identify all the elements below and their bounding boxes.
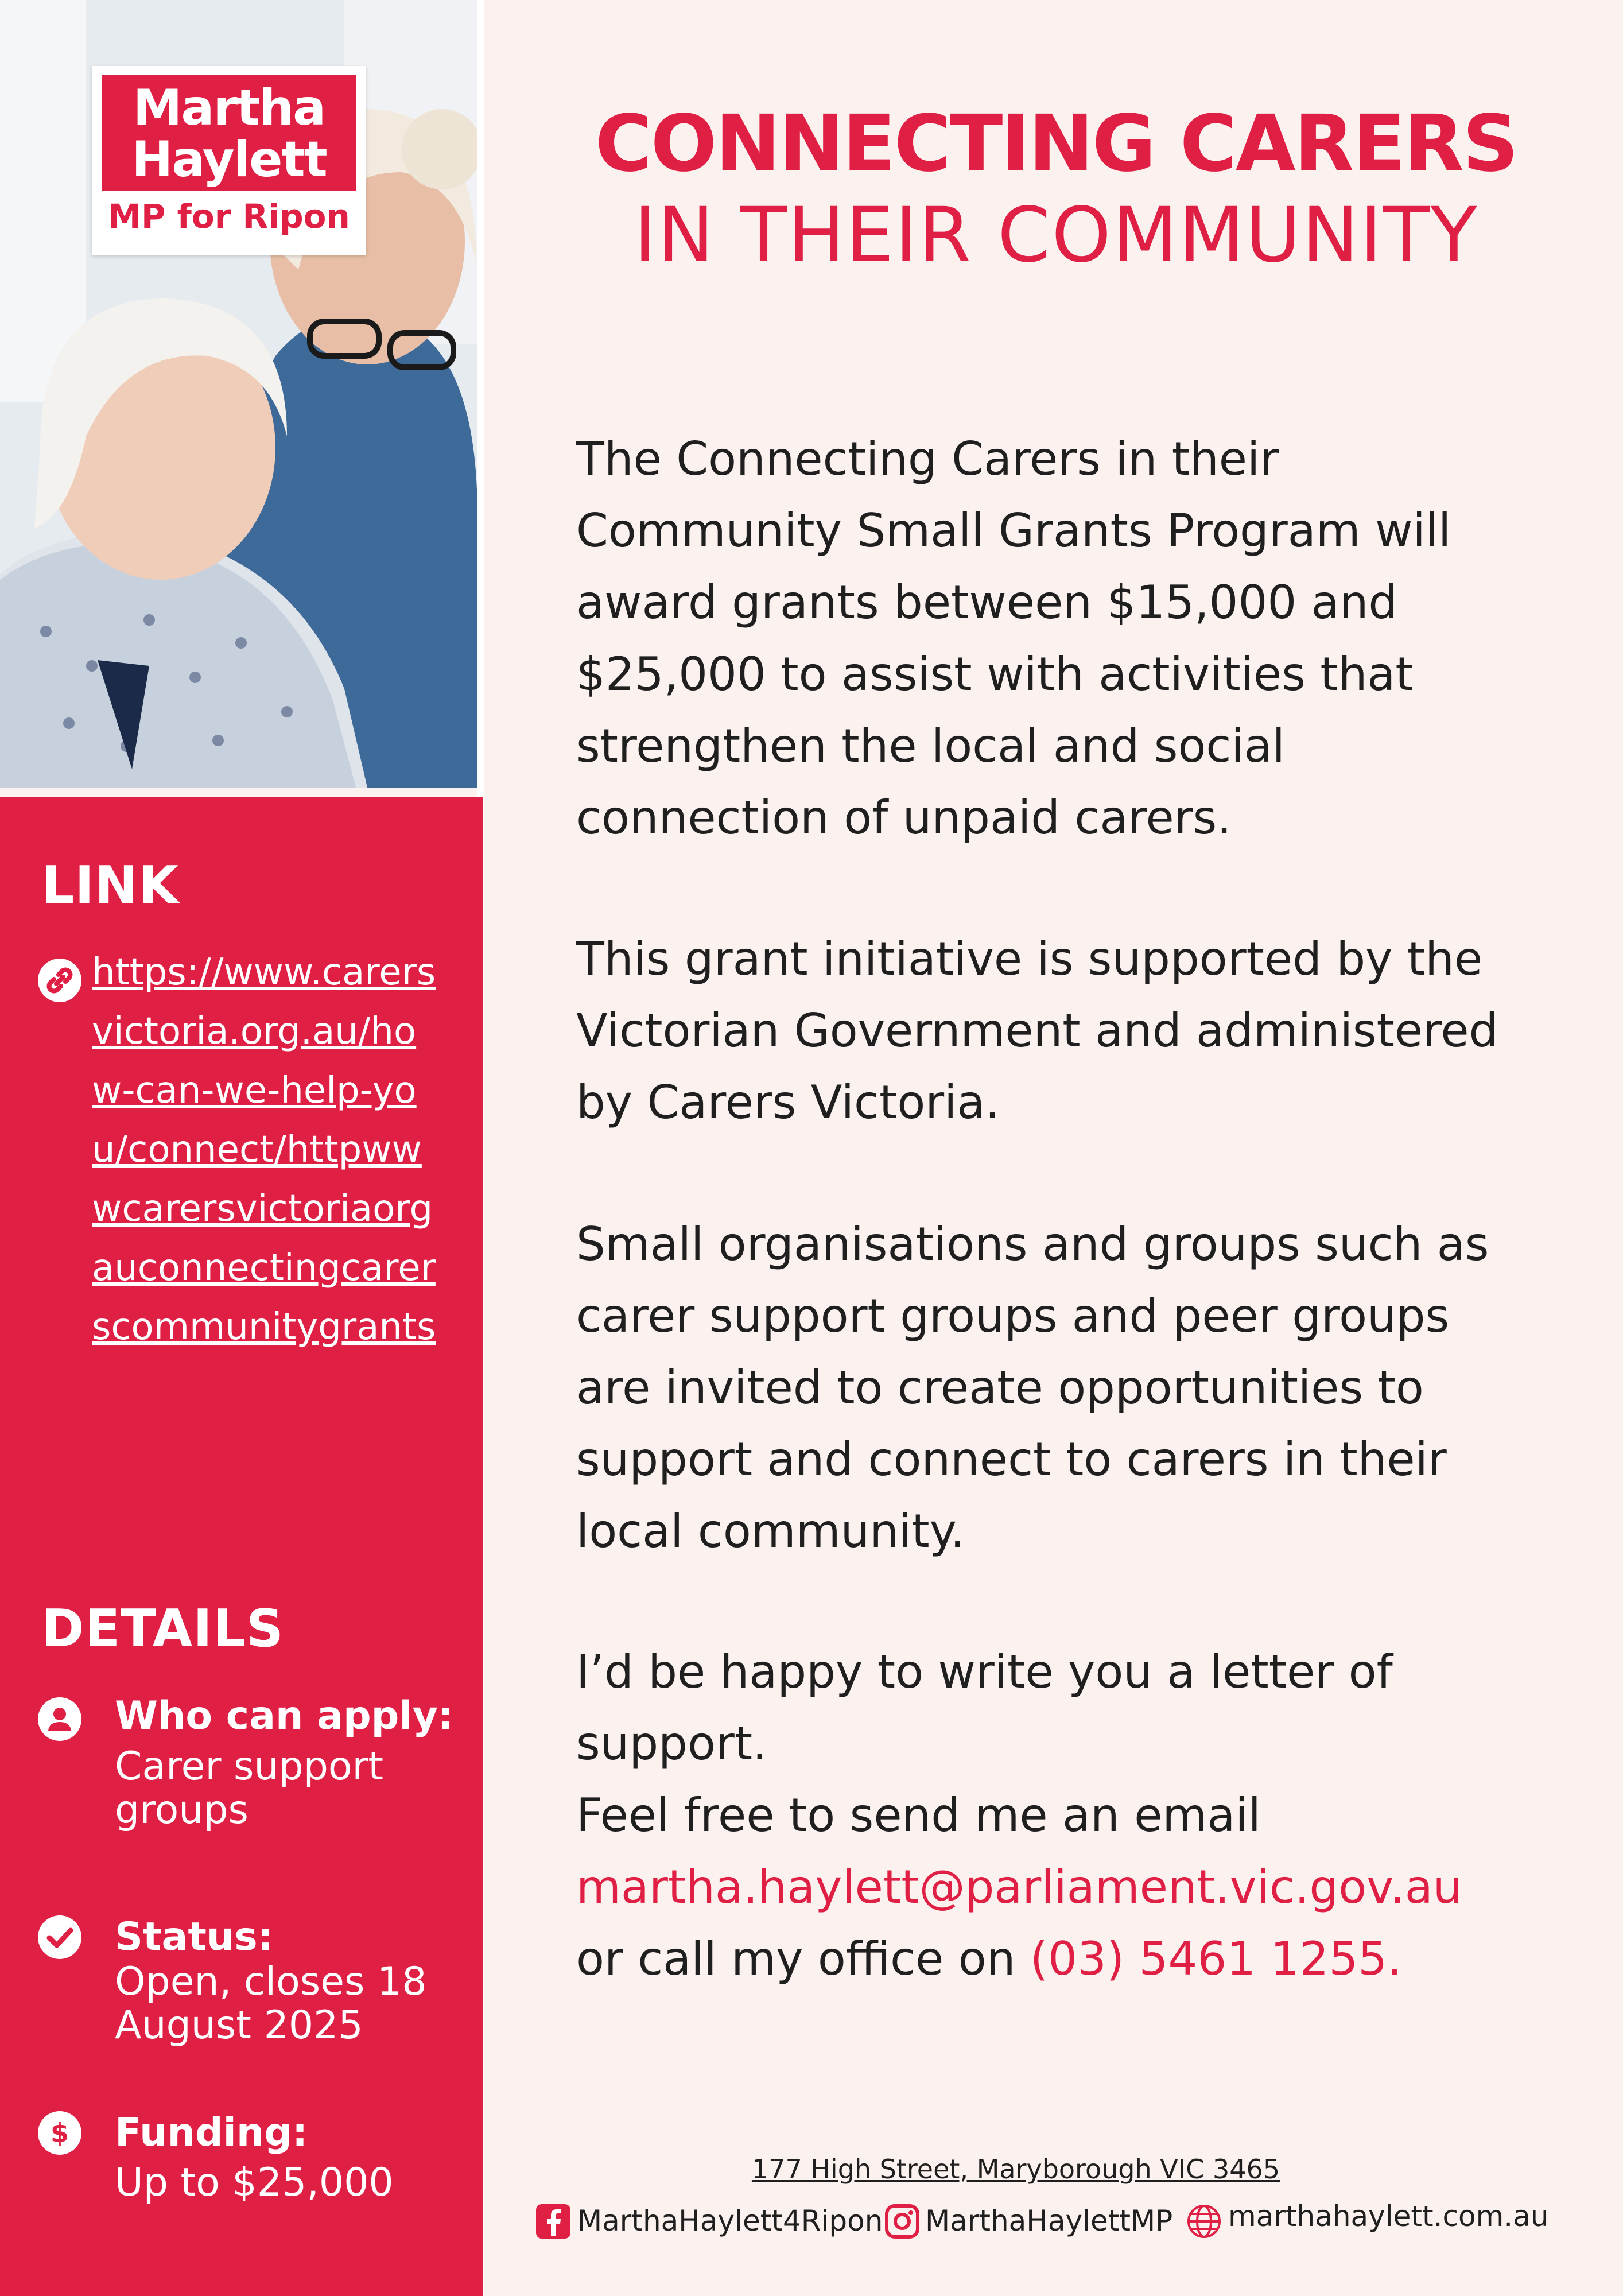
email-link[interactable]: martha.haylett@parliament.vic.gov.au bbox=[576, 1860, 1462, 1914]
website-link[interactable]: marthahaylett.com.au bbox=[1228, 2200, 1549, 2233]
page-title: CONNECTING CARERS bbox=[595, 99, 1517, 189]
logo-last-name: Haylett bbox=[131, 131, 327, 188]
email-prompt-text: Feel free to send me an email bbox=[576, 1789, 1261, 1842]
grant-link[interactable]: https://www.carersvictoria.org.au/how-can-we-help-you/connect/httpwwwcarersvictoriaorgauconnectingcarerscommunitygrants bbox=[92, 951, 436, 1348]
status-label: Status: bbox=[115, 1914, 273, 1960]
status-value: Open, closes 18 August 2025 bbox=[115, 1959, 427, 2048]
support-paragraph: This grant initiative is supported by the Victorian Government and administered by Carers Victoria. bbox=[576, 932, 1498, 1129]
instagram-icon[interactable] bbox=[884, 2203, 921, 2240]
who-can-apply-label: Who can apply: bbox=[115, 1693, 454, 1739]
logo-name-block bbox=[102, 75, 356, 191]
funding-label: Funding: bbox=[115, 2110, 308, 2155]
call-prefix-text: or call my office on bbox=[576, 1932, 1016, 1985]
phone-line bbox=[576, 1923, 1529, 1995]
contact-paragraph bbox=[576, 1636, 1529, 1995]
letter-of-support-text: I’d be happy to write you a letter of support. bbox=[576, 1645, 1393, 1770]
details-heading: DETAILS bbox=[41, 1599, 284, 1659]
phone-link[interactable]: (03) 5461 1255. bbox=[1030, 1932, 1402, 1985]
page-subtitle: IN THEIR COMMUNITY bbox=[634, 191, 1478, 280]
instagram-handle[interactable]: MarthaHaylettMP bbox=[925, 2204, 1173, 2237]
svg-text:$: $ bbox=[50, 2117, 69, 2148]
check-circle-icon bbox=[37, 1914, 83, 1960]
person-icon bbox=[37, 1696, 83, 1742]
office-address: 177 High Street, Maryborough VIC 3465 bbox=[751, 2154, 1280, 2185]
eligibility-paragraph: Small organisations and groups such as carer support groups and peer groups are invited to create opportunities to support and connect to carers in their local community. bbox=[576, 1217, 1489, 1558]
logo bbox=[92, 66, 366, 255]
dollar-icon bbox=[37, 2110, 83, 2156]
link-heading: LINK bbox=[41, 855, 179, 916]
funding-value: Up to $25,000 bbox=[115, 2160, 394, 2205]
who-can-apply-value: Carer support groups bbox=[115, 1744, 384, 1833]
facebook-handle[interactable]: MarthaHaylett4Ripon bbox=[577, 2204, 883, 2237]
logo-subtitle: MP for Ripon bbox=[108, 197, 350, 236]
facebook-icon[interactable] bbox=[535, 2203, 572, 2240]
link-icon bbox=[37, 957, 83, 1003]
intro-paragraph: The Connecting Carers in their Community Small Grants Program will award grants between $15,000 and $25,000 to assist with activities that strengthen the local and social connection of unpaid carers. bbox=[576, 432, 1451, 844]
logo-first-name: Martha bbox=[133, 79, 325, 137]
globe-icon bbox=[1186, 2203, 1222, 2240]
